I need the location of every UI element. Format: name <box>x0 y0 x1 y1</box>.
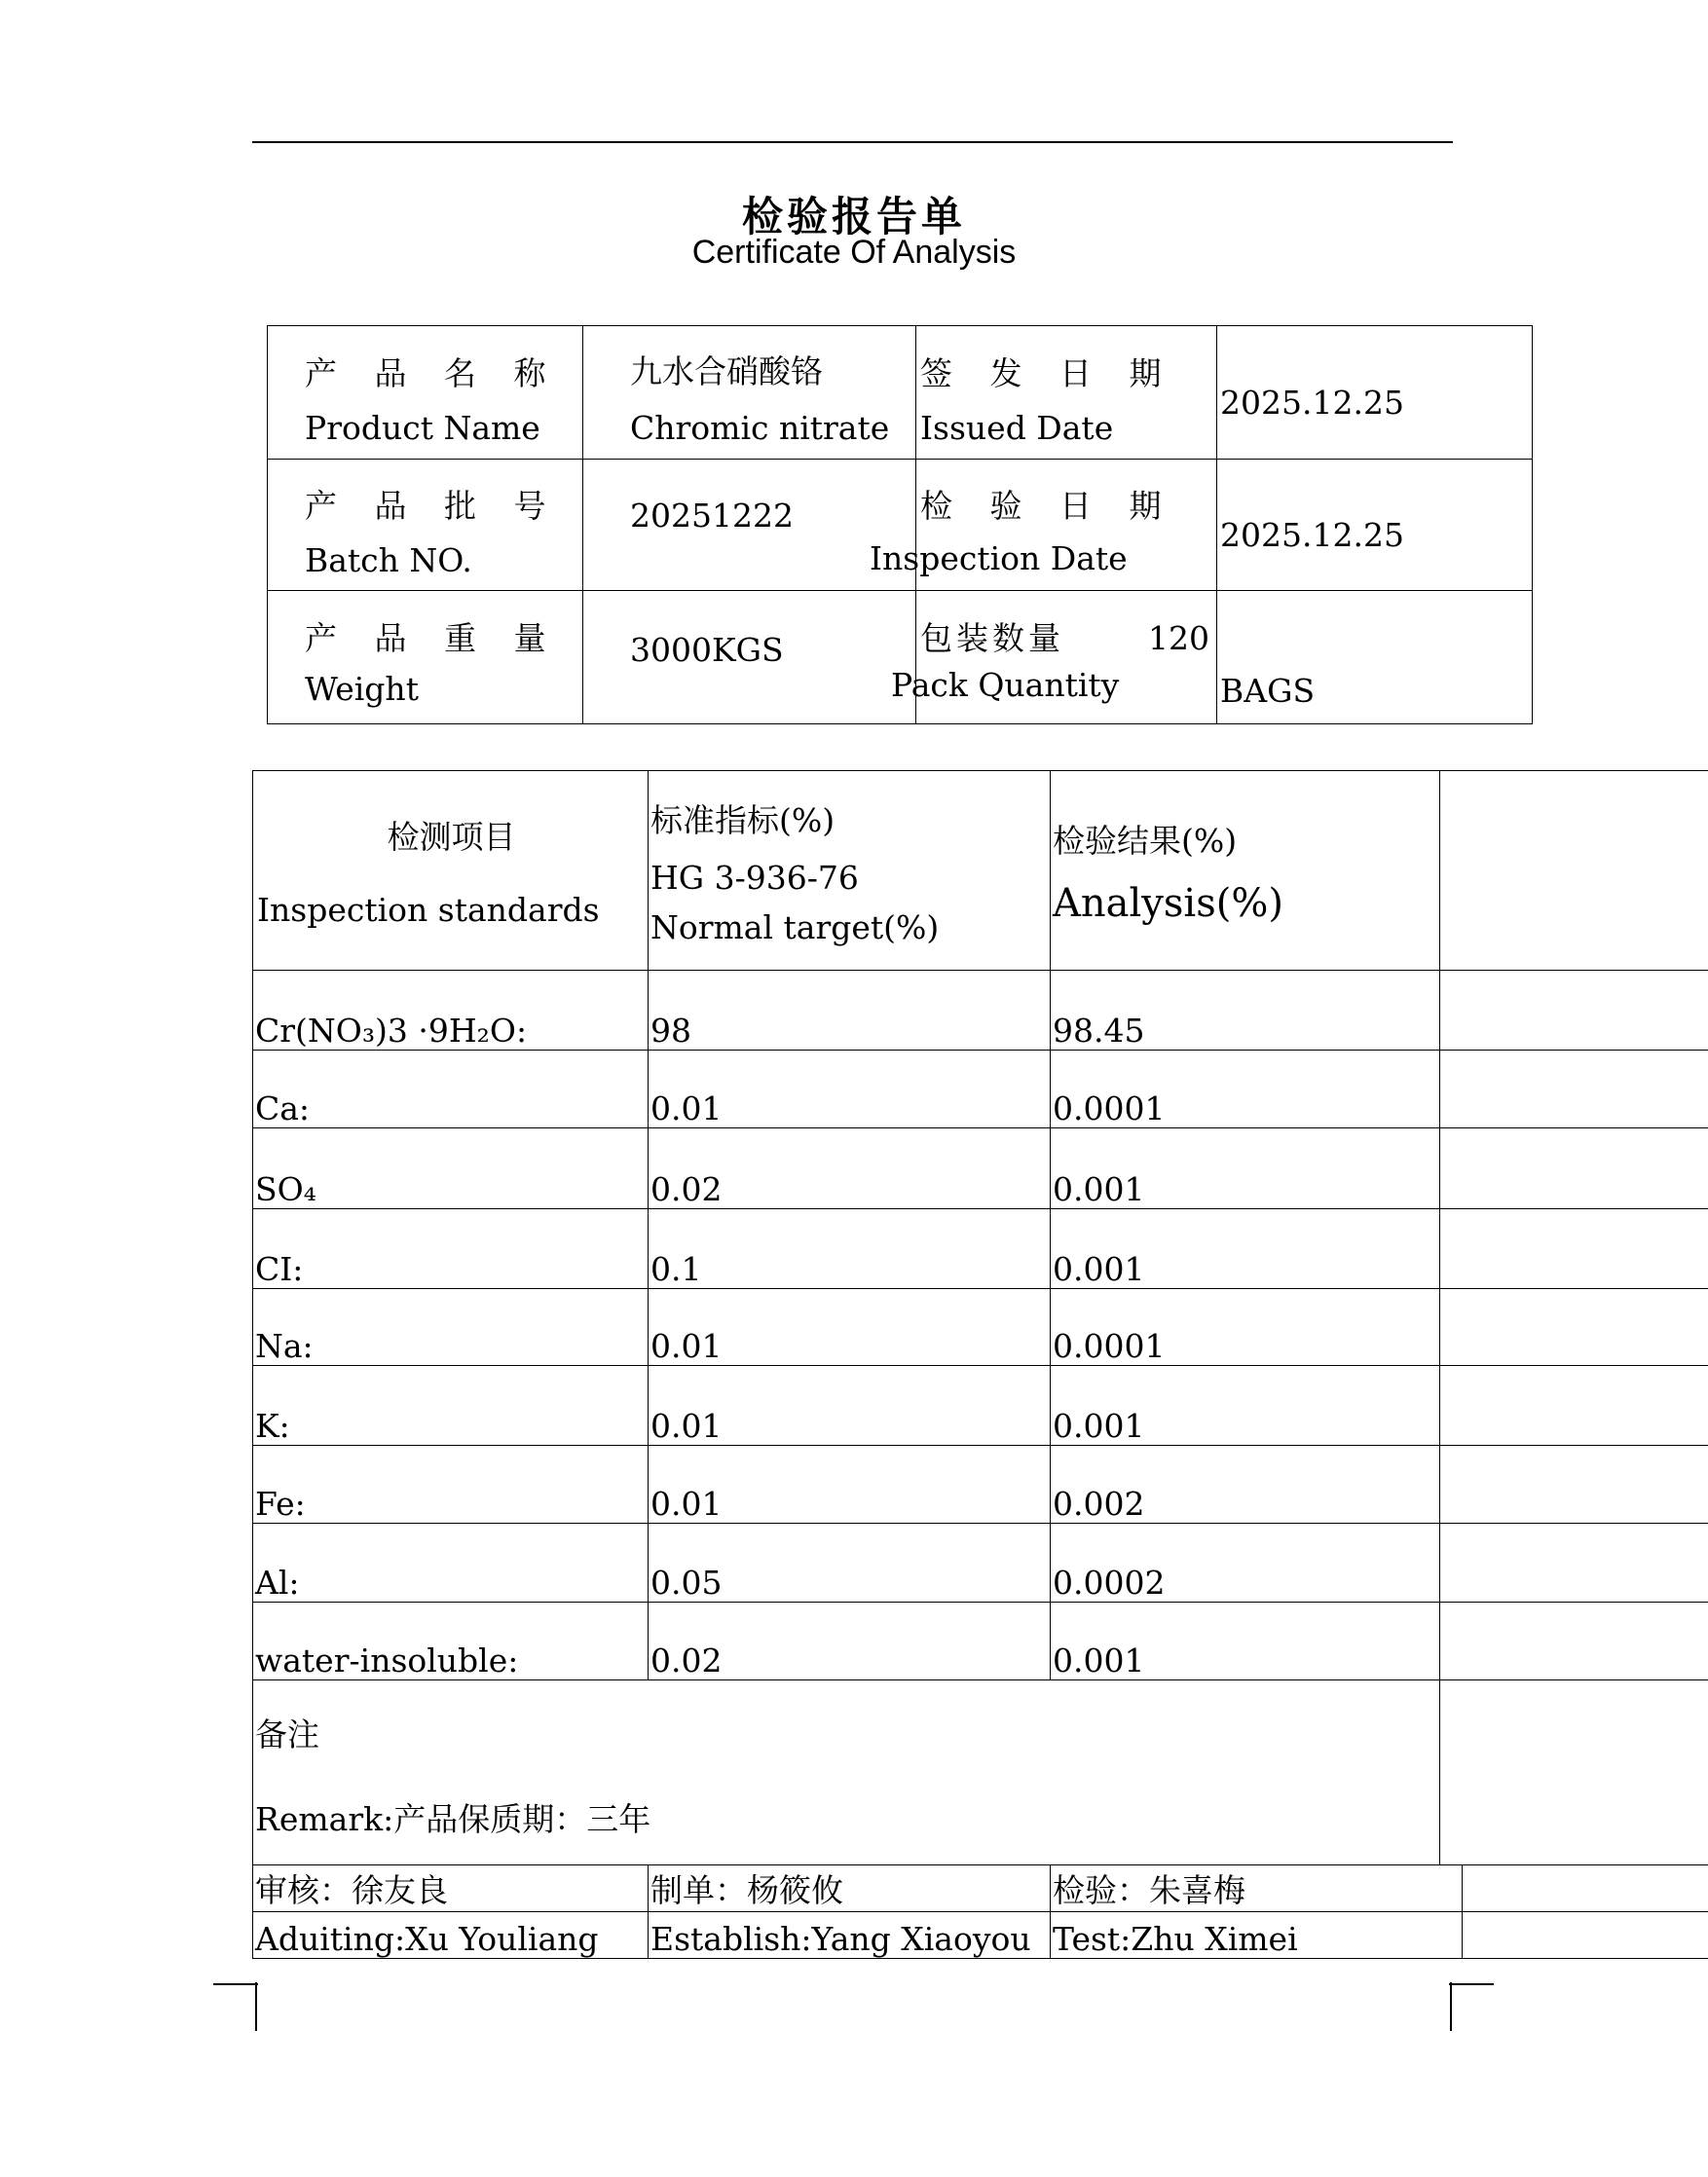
table-row: Na: 0.01 0.0001 <box>253 1289 1708 1366</box>
test-cn: 检验：朱喜梅 <box>1051 1865 1463 1912</box>
auditing-en: Aduiting:Xu Youliang <box>253 1912 649 1959</box>
weight-label-en: Weight <box>305 670 419 708</box>
weight-label-cn: 产 品 重 量 <box>305 619 560 657</box>
title-chinese: 检验报告单 <box>741 193 966 240</box>
table-row: water-insoluble: 0.02 0.001 <box>253 1603 1708 1680</box>
batch-no-label-en: Batch NO. <box>305 541 472 579</box>
table-row: Fe: 0.01 0.002 <box>253 1446 1708 1524</box>
issued-date-label-en: Issued Date <box>920 409 1114 447</box>
signature-row-en <box>253 1912 1708 1959</box>
title-english: Certificate Of Analysis <box>691 234 1017 271</box>
auditing-cn: 审核：徐友良 <box>253 1865 649 1912</box>
establish-cn: 制单：杨筱攸 <box>649 1865 1051 1912</box>
top-rule <box>252 141 1453 143</box>
product-name-label-cn: 产 品 名 称 <box>305 354 560 392</box>
remark-label: 备注 <box>255 1716 319 1753</box>
header-standard: 标准指标(%) HG 3-936-76 Normal target(%) <box>649 771 1051 971</box>
product-name-label-en: Product Name <box>305 409 540 447</box>
table-row: K: 0.01 0.001 <box>253 1366 1708 1446</box>
table-row: CI: 0.1 0.001 <box>253 1209 1708 1289</box>
pack-quantity-unit: BAGS <box>1220 672 1316 710</box>
product-info-table <box>267 325 1533 724</box>
header-result: 检验结果(%) Analysis(%) <box>1051 771 1440 971</box>
remark-row <box>253 1680 1708 1865</box>
pack-quantity-label-en: Pack Quantity <box>891 666 1120 704</box>
analysis-results-table <box>252 770 1708 1959</box>
remark-cell <box>253 1680 1440 1865</box>
table-row: Ca: 0.01 0.0001 <box>253 1051 1708 1128</box>
inspection-date-label-en: Inspection Date <box>870 539 1128 577</box>
table-row: Cr(NO₃)3 ·9H₂O: 98 98.45 <box>253 971 1708 1051</box>
pack-quantity-value: 120 <box>1148 619 1209 657</box>
batch-no-label-cn: 产 品 批 号 <box>305 487 560 525</box>
inspection-date-value: 2025.12.25 <box>1220 516 1404 554</box>
table-header-row <box>253 771 1708 971</box>
product-name-value-cn: 九水合硝酸铬 <box>630 352 823 390</box>
table-row: Al: 0.05 0.0002 <box>253 1524 1708 1603</box>
crop-mark-right <box>1439 1976 1498 2035</box>
remark-text: Remark:产品保质期：三年 <box>255 1800 651 1838</box>
header-inspection-item: 检测项目 Inspection standards <box>253 771 649 971</box>
weight-value: 3000KGS <box>630 631 784 669</box>
table-row: SO₄ 0.02 0.001 <box>253 1128 1708 1209</box>
product-name-value-en: Chromic nitrate <box>630 409 890 447</box>
pack-quantity-label-cn: 包装数量 <box>920 619 1064 657</box>
inspection-date-label-cn: 检 验 日 期 <box>920 487 1175 525</box>
crop-mark-left <box>209 1976 268 2035</box>
establish-en: Establish:Yang Xiaoyou <box>649 1912 1051 1959</box>
issued-date-value: 2025.12.25 <box>1220 384 1404 422</box>
test-en: Test:Zhu Ximei <box>1051 1912 1463 1959</box>
batch-no-value: 20251222 <box>630 497 794 535</box>
signature-row-cn <box>253 1865 1708 1912</box>
issued-date-label-cn: 签 发 日 期 <box>920 354 1175 392</box>
